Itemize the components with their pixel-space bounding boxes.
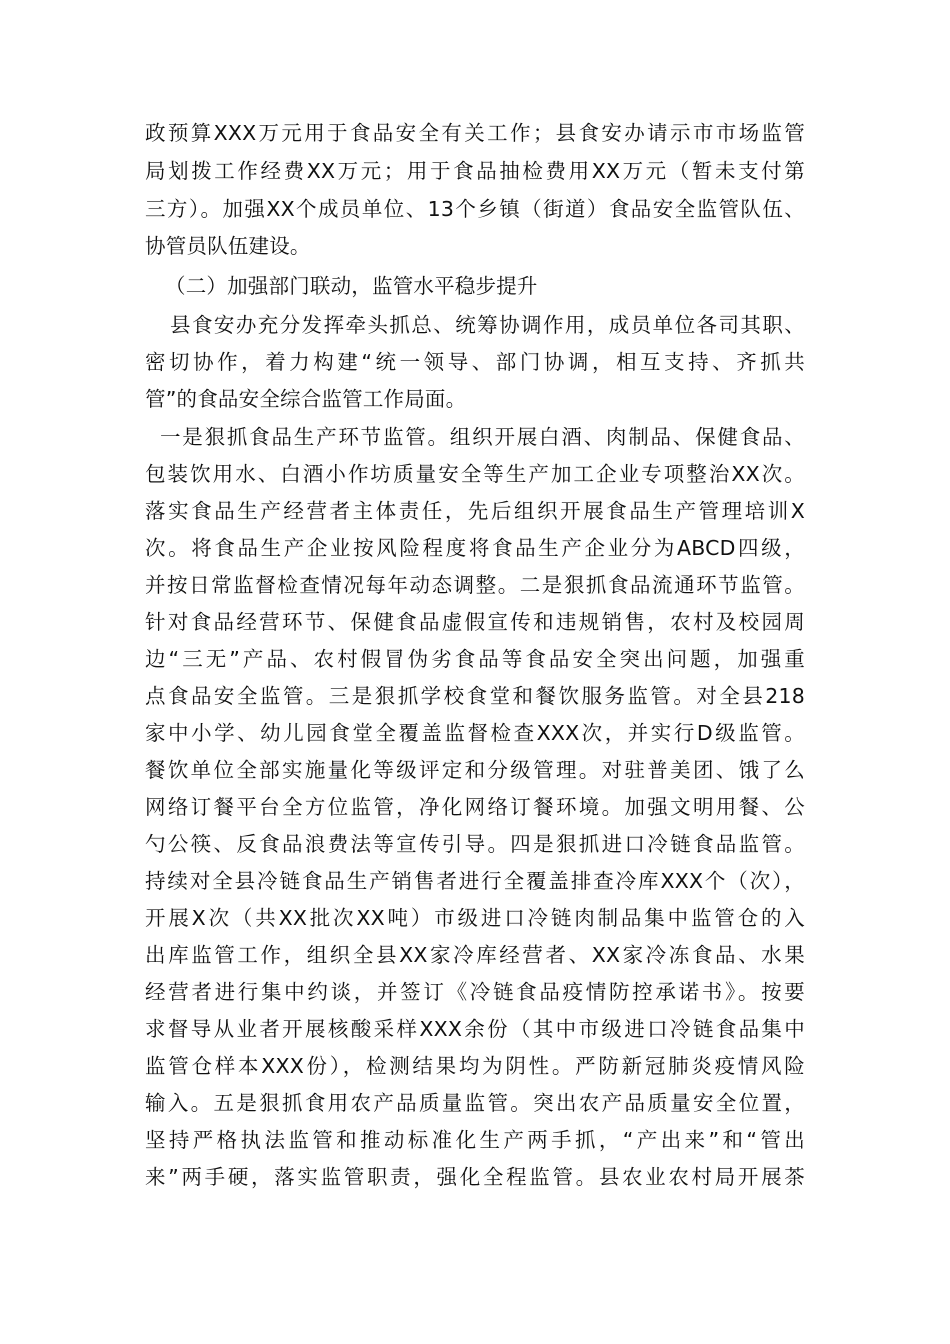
paragraph-line: 餐饮单位全部实施量化等级评定和分级管理。对驻普美团、饿了么 <box>145 758 805 782</box>
paragraph-line: 局划拨工作经费XX万元；用于食品抽检费用XX万元（暂未支付第 <box>145 159 805 183</box>
paragraph-line: 勺公筷、反食品浪费法等宣传引导。四是狠抓进口冷链食品监管。 <box>145 832 805 856</box>
paragraph-line: 一是狠抓食品生产环节监管。组织开展白酒、肉制品、保健食品、 <box>160 425 805 449</box>
paragraph-line: 来”两手硬，落实监管职责，强化全程监管。县农业农村局开展茶 <box>145 1165 805 1189</box>
paragraph-line: 输入。五是狠抓食用农产品质量监管。突出农产品质量安全位置， <box>145 1091 805 1115</box>
paragraph-line: 协管员队伍建设。 <box>145 234 311 258</box>
paragraph-line: 密切协作，着力构建“统一领导、部门协调，相互支持、齐抓共 <box>145 350 805 374</box>
paragraph-line: 三方）。加强XX个成员单位、13个乡镇（街道）食品安全监管队伍、 <box>145 197 805 221</box>
paragraph-line: 经营者进行集中约谈，并签订《冷链食品疫情防控承诺书》。按要 <box>145 980 805 1004</box>
paragraph-line: 次。将食品生产企业按风险程度将食品生产企业分为ABCD四级， <box>145 536 805 560</box>
paragraph-line: 监管仓样本XXX份），检测结果均为阴性。严防新冠肺炎疫情风险 <box>145 1054 805 1078</box>
paragraph-line: 求督导从业者开展核酸采样XXX余份（其中市级进口冷链食品集中 <box>145 1017 805 1041</box>
section-heading: （二）加强部门联动，监管水平稳步提升 <box>165 274 538 298</box>
paragraph-line: 开展X次（共XX批次XX吨）市级进口冷链肉制品集中监管仓的入 <box>145 906 805 930</box>
paragraph-line: 出库监管工作，组织全县XX家冷库经营者、XX家冷冻食品、水果 <box>145 943 805 967</box>
paragraph-line: 持续对全县冷链食品生产销售者进行全覆盖排查冷库XXX个（次）， <box>145 869 805 893</box>
paragraph-line: 边“三无”产品、农村假冒伪劣食品等食品安全突出问题，加强重 <box>145 647 805 671</box>
paragraph-line: 包装饮用水、白酒小作坊质量安全等生产加工企业专项整治XX次。 <box>145 462 805 486</box>
paragraph-line: 并按日常监督检查情况每年动态调整。二是狠抓食品流通环节监管。 <box>145 573 805 597</box>
paragraph-line: 坚持严格执法监管和推动标准化生产两手抓，“产出来”和“管出 <box>145 1128 805 1152</box>
paragraph-line: 家中小学、幼儿园食堂全覆盖监督检查XXX次，并实行D级监管。 <box>145 721 805 745</box>
paragraph-line: 网络订餐平台全方位监管，净化网络订餐环境。加强文明用餐、公 <box>145 795 805 819</box>
paragraph-line: 管”的食品安全综合监管工作局面。 <box>145 387 467 411</box>
paragraph-line: 针对食品经营环节、保健食品虚假宣传和违规销售，农村及校园周 <box>145 610 805 634</box>
paragraph-line: 县食安办充分发挥牵头抓总、统筹协调作用，成员单位各司其职、 <box>170 313 805 337</box>
paragraph-line: 点食品安全监管。三是狠抓学校食堂和餐饮服务监管。对全县218 <box>145 684 805 708</box>
paragraph-line: 落实食品生产经营者主体责任，先后组织开展食品生产管理培训X <box>145 499 805 523</box>
paragraph-line: 政预算XXX万元用于食品安全有关工作；县食安办请示市市场监管 <box>145 121 805 145</box>
